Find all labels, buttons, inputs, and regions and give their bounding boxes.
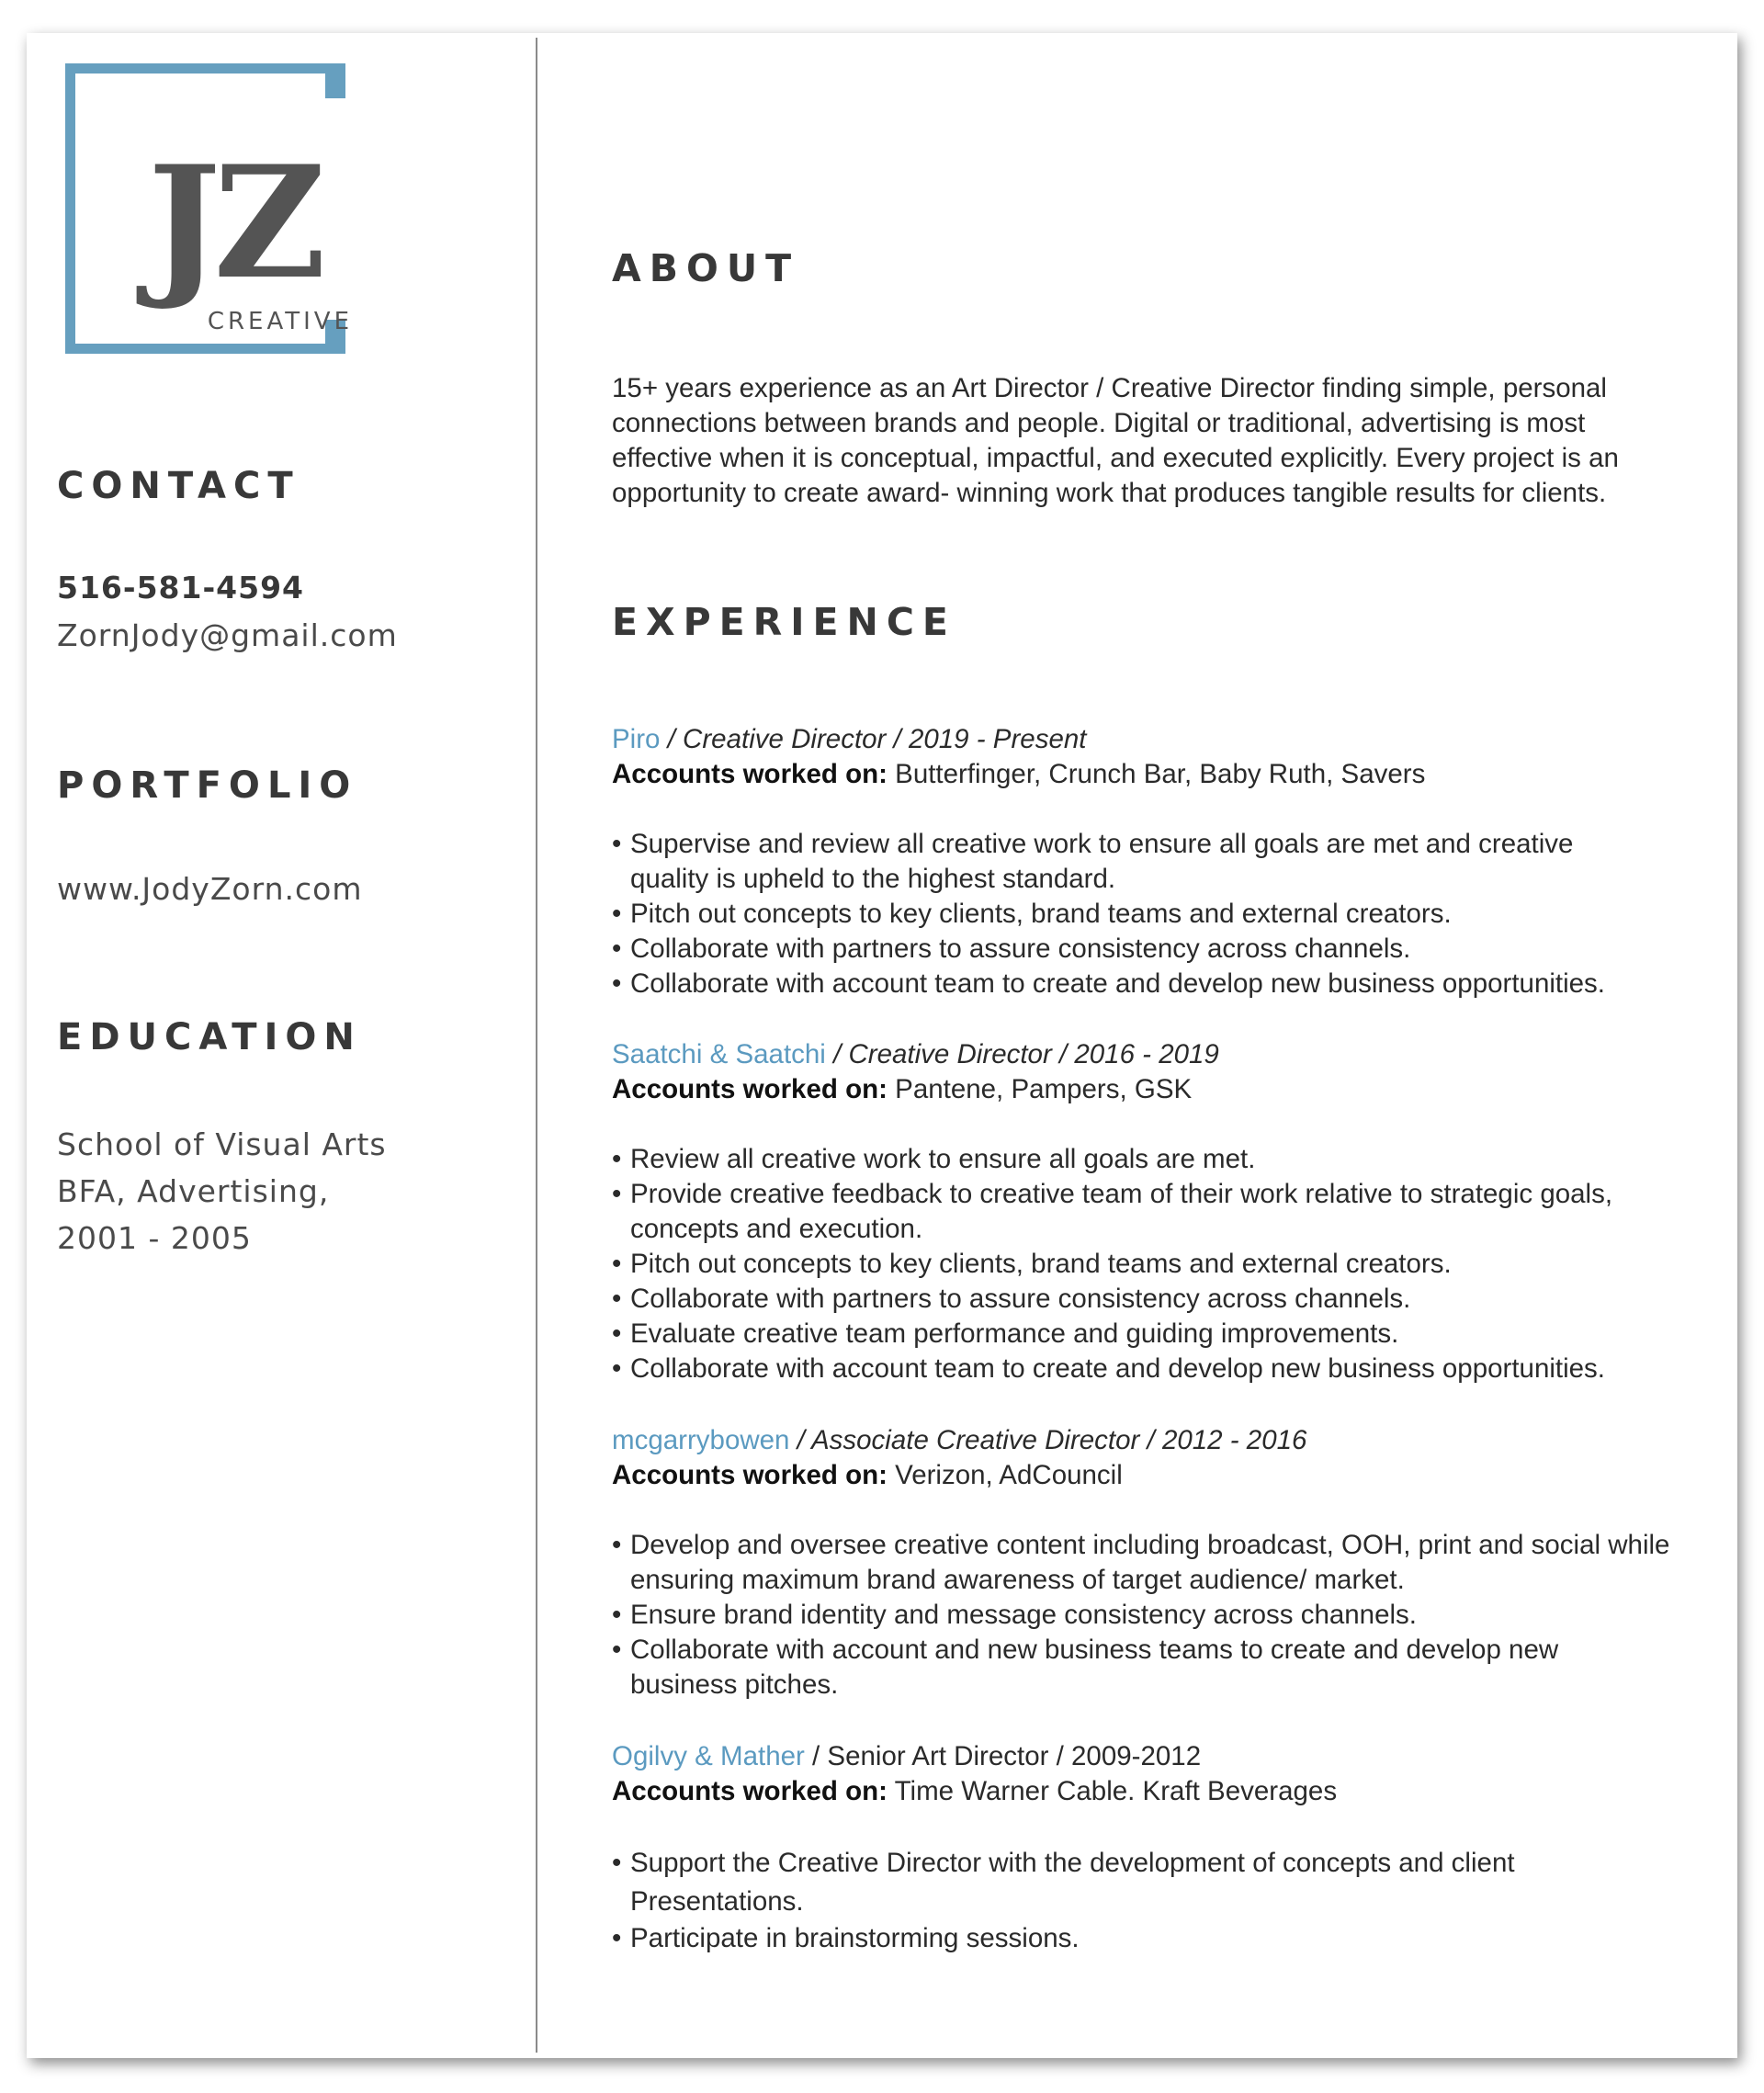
- list-item: • Pitch out concepts to key clients, brand teams and external creators.: [612, 897, 1696, 932]
- company-name: Saatchi & Saatchi: [612, 1039, 826, 1069]
- jz-creative-logo: [65, 63, 359, 354]
- list-item: • Pitch out concepts to key clients, brand teams and external creators.: [612, 1247, 1696, 1282]
- portfolio-link[interactable]: www.JodyZorn.com: [57, 871, 363, 907]
- accounts-label: Accounts worked on:: [612, 1776, 888, 1806]
- job-role: / Associate Creative Director / 2012 - 2016: [789, 1425, 1307, 1455]
- list-item: • Collaborate with account team to create and develop new business opportunities.: [612, 967, 1696, 1001]
- logo-monogram: JZ: [147, 131, 320, 313]
- job-title-line: [612, 1739, 1696, 1774]
- resume-page: [27, 33, 1737, 2058]
- list-item: • Participate in brainstorming sessions.: [612, 1921, 1696, 1956]
- list-item: • Develop and oversee creative content including broadcast, OOH, print and social while ensuring maximum brand awareness of target audience/ market.: [612, 1528, 1678, 1598]
- responsibilities-list: [612, 1844, 1696, 1956]
- company-name: Piro: [612, 724, 661, 754]
- email-address[interactable]: ZornJody@gmail.com: [57, 617, 398, 653]
- education-degree: BFA, Advertising,: [57, 1173, 330, 1209]
- column-divider: [536, 38, 537, 2053]
- accounts-line: [612, 1458, 1696, 1493]
- job-role: / Creative Director / 2019 - Present: [660, 724, 1087, 754]
- education-school: School of Visual Arts: [57, 1126, 387, 1162]
- accounts-label: Accounts worked on:: [612, 1074, 888, 1104]
- responsibilities-list: [612, 1528, 1696, 1703]
- job-entry-ogilvy: [612, 1739, 1696, 1956]
- list-item: • Support the Creative Director with the development of concepts and client Presentations.: [612, 1844, 1623, 1921]
- contact-heading: CONTACT: [57, 465, 300, 507]
- phone-number[interactable]: 516-581-4594: [57, 570, 305, 605]
- job-entry-mcgarrybowen: [612, 1423, 1696, 1703]
- accounts-list: Verizon, AdCouncil: [887, 1460, 1123, 1490]
- job-role: / Senior Art Director / 2009-2012: [804, 1741, 1202, 1771]
- company-name: Ogilvy & Mather: [612, 1741, 805, 1771]
- company-name: mcgarrybowen: [612, 1425, 790, 1455]
- job-title-line: [612, 722, 1696, 757]
- accounts-label: Accounts worked on:: [612, 759, 888, 789]
- responsibilities-list: [612, 1142, 1696, 1386]
- education-years: 2001 - 2005: [57, 1220, 252, 1256]
- about-heading: ABOUT: [612, 246, 800, 290]
- logo-mark: [65, 63, 359, 354]
- accounts-line: [612, 757, 1696, 792]
- accounts-list: Pantene, Pampers, GSK: [887, 1074, 1193, 1104]
- accounts-line: [612, 1774, 1696, 1809]
- job-title-line: [612, 1423, 1696, 1458]
- accounts-list: Time Warner Cable. Kraft Beverages: [887, 1776, 1338, 1806]
- contact-block: [57, 564, 398, 660]
- education-heading: EDUCATION: [57, 1016, 362, 1058]
- responsibilities-list: [612, 827, 1696, 1001]
- job-entry-piro: [612, 722, 1696, 1001]
- accounts-line: [612, 1072, 1696, 1107]
- job-entry-saatchi: [612, 1037, 1696, 1386]
- job-role: / Creative Director / 2016 - 2019: [825, 1039, 1219, 1069]
- about-text: 15+ years experience as an Art Director / Creative Director finding simple, personal connections between brands and people. Digital or traditional, advertising is most effective when it is conceptual, impactful, and executed explicitly. Every project is an opportunity to create award- winning work that produces tangible results for clients.: [612, 373, 1619, 508]
- job-title-line: [612, 1037, 1696, 1072]
- list-item: • Collaborate with account and new business teams to create and develop new business pitches.: [612, 1633, 1632, 1703]
- list-item: • Evaluate creative team performance and guiding improvements.: [612, 1317, 1696, 1352]
- portfolio-heading: PORTFOLIO: [57, 764, 358, 807]
- logo-tagline: CREATIVE: [207, 308, 353, 335]
- accounts-list: Butterfinger, Crunch Bar, Baby Ruth, Savers: [887, 759, 1426, 789]
- list-item: • Ensure brand identity and message consistency across channels.: [612, 1598, 1696, 1633]
- list-item: • Provide creative feedback to creative team of their work relative to strategic goals, concepts and execution.: [612, 1177, 1687, 1247]
- accounts-label: Accounts worked on:: [612, 1460, 888, 1490]
- list-item: • Supervise and review all creative work to ensure all goals are met and creative quality is upheld to the highest standard.: [612, 827, 1623, 897]
- list-item: • Collaborate with partners to assure consistency across channels.: [612, 1282, 1696, 1317]
- list-item: • Review all creative work to ensure all goals are met.: [612, 1142, 1696, 1177]
- experience-heading: EXPERIENCE: [612, 600, 956, 644]
- list-item: • Collaborate with account team to create and develop new business opportunities.: [612, 1352, 1696, 1386]
- education-block: [57, 1121, 387, 1261]
- list-item: • Collaborate with partners to assure consistency across channels.: [612, 932, 1696, 967]
